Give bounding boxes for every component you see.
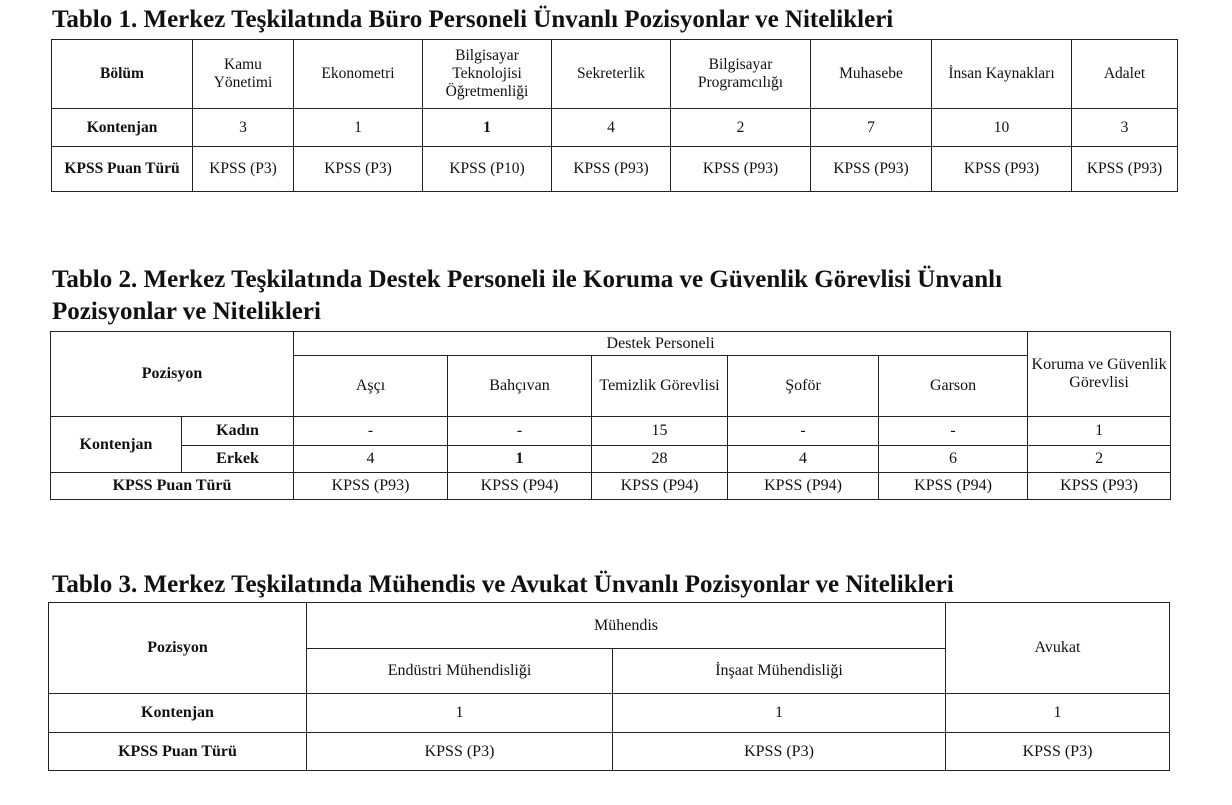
table3-cell: 1 (307, 694, 613, 733)
table1-quota-row (52, 109, 1178, 147)
table1-row-label-kpss: KPSS Puan Türü (52, 147, 193, 192)
table1-header-row (52, 40, 1178, 109)
table1-row-label-section: Bölüm (52, 40, 193, 109)
table1-cell: KPSS (P10) (423, 147, 552, 192)
table1-title: Tablo 1. Merkez Teşkilatında Büro Personeli Ünvanlı Pozisyonlar ve Nitelikleri (52, 6, 894, 33)
table2-position-label: Pozisyon (51, 332, 294, 417)
table2-quota-label: Kontenjan (51, 417, 182, 473)
table2-female-row (51, 417, 1171, 446)
table2-cell: 28 (592, 446, 728, 473)
table2-col-header: Aşçı (294, 356, 448, 417)
table2-cell: KPSS (P94) (879, 473, 1028, 500)
table2-cell: 1 (448, 446, 592, 473)
table2-group-row (51, 332, 1171, 356)
table1-cell: 2 (671, 109, 811, 147)
table2-cell: 2 (1028, 446, 1171, 473)
table3-cell: 1 (946, 694, 1170, 733)
table1-col-header: Bilgisayar Programcılığı (671, 40, 811, 109)
table2-male-row (51, 446, 1171, 473)
table1-cell: KPSS (P93) (1072, 147, 1178, 192)
table2-cell: - (879, 417, 1028, 446)
table3-cell: KPSS (P3) (946, 733, 1170, 771)
table1-cell: 10 (932, 109, 1072, 147)
table2-female-label: Kadın (182, 417, 294, 446)
table2-support-group: Destek Personeli (294, 332, 1028, 356)
table1-col-header: Ekonometri (294, 40, 423, 109)
table2-kpss-row (51, 473, 1171, 500)
table1-cell: KPSS (P93) (811, 147, 932, 192)
table2-cell: KPSS (P94) (448, 473, 592, 500)
table2-cell: 1 (1028, 417, 1171, 446)
table3-col-header: Endüstri Mühendisliği (307, 649, 613, 694)
table2 (50, 331, 1171, 500)
table1 (51, 39, 1178, 192)
table2-kpss-label: KPSS Puan Türü (51, 473, 294, 500)
table1-cell: 4 (552, 109, 671, 147)
table1-col-header: İnsan Kaynakları (932, 40, 1072, 109)
table3-cell: 1 (613, 694, 946, 733)
table2-cell: 4 (728, 446, 879, 473)
table2-cell: - (728, 417, 879, 446)
table1-cell: KPSS (P93) (552, 147, 671, 192)
table1-col-header: Kamu Yönetimi (193, 40, 294, 109)
table1-cell: 1 (294, 109, 423, 147)
table3-position-label: Pozisyon (49, 603, 307, 694)
table3-engineer-group: Mühendis (307, 603, 946, 649)
table2-col-header: Temizlik Görevlisi (592, 356, 728, 417)
table2-cell: KPSS (P93) (294, 473, 448, 500)
table1-cell: 1 (423, 109, 552, 147)
table1-cell: 3 (193, 109, 294, 147)
table1-col-header: Muhasebe (811, 40, 932, 109)
table2-title-line1: Tablo 2. Merkez Teşkilatında Destek Personeli ile Koruma ve Güvenlik Görevlisi Ünvanlı (52, 266, 1003, 293)
table1-row-label-quota: Kontenjan (52, 109, 193, 147)
table3-group-row (49, 603, 1170, 649)
table2-cell: - (448, 417, 592, 446)
table2-male-label: Erkek (182, 446, 294, 473)
table2-cell: 15 (592, 417, 728, 446)
table3-cell: KPSS (P3) (613, 733, 946, 771)
table3-col-header: İnşaat Mühendisliği (613, 649, 946, 694)
table1-cell: KPSS (P93) (932, 147, 1072, 192)
table3-quota-label: Kontenjan (49, 694, 307, 733)
table2-cell: - (294, 417, 448, 446)
table3 (48, 602, 1170, 771)
table3-kpss-label: KPSS Puan Türü (49, 733, 307, 771)
table3-col-header: Avukat (946, 603, 1170, 694)
table2-cell: 6 (879, 446, 1028, 473)
table1-cell: KPSS (P93) (671, 147, 811, 192)
table2-col-header: Bahçıvan (448, 356, 592, 417)
table2-col-header: Garson (879, 356, 1028, 417)
table2-cell: KPSS (P93) (1028, 473, 1171, 500)
table1-col-header: Sekreterlik (552, 40, 671, 109)
table1-col-header: Adalet (1072, 40, 1178, 109)
table2-title-line2: Pozisyonlar ve Nitelikleri (52, 298, 321, 325)
table2-cell: 4 (294, 446, 448, 473)
table1-cell: 7 (811, 109, 932, 147)
table2-col-header: Şoför (728, 356, 879, 417)
table3-kpss-row (49, 733, 1170, 771)
table1-kpss-row (52, 147, 1178, 192)
table1-cell: KPSS (P3) (294, 147, 423, 192)
table3-cell: KPSS (P3) (307, 733, 613, 771)
table2-col-header: Koruma ve Güvenlik Görevlisi (1028, 332, 1171, 417)
table1-cell: 3 (1072, 109, 1178, 147)
table3-quota-row (49, 694, 1170, 733)
table2-cell: KPSS (P94) (728, 473, 879, 500)
table3-title: Tablo 3. Merkez Teşkilatında Mühendis ve Avukat Ünvanlı Pozisyonlar ve Nitelikleri (52, 571, 954, 598)
table1-cell: KPSS (P3) (193, 147, 294, 192)
table2-cell: KPSS (P94) (592, 473, 728, 500)
table1-col-header: Bilgisayar Teknolojisi Öğretmenliği (423, 40, 552, 109)
